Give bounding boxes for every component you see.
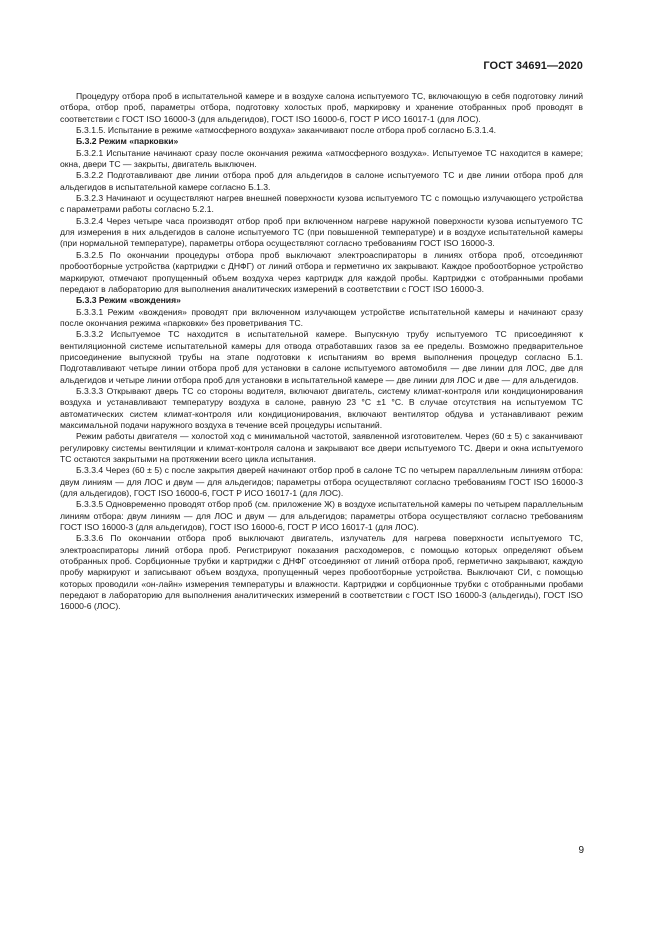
paragraph: Б.3.3.4 Через (60 ± 5) с после закрытия дверей начинают отбор проб в салоне ТС по четырем параллельным линиям отбора: двум линиям — для ЛОС и двум — для альдегидов; параметры отбора осуществляют согласно требованиям ГОСТ ISO 16000-3 (для альдегидов), ГОСТ ISO 16000-6, ГОСТ Р ИСО 16017-1 (для ЛОС). — [60, 465, 583, 499]
paragraph: Б.3.3.2 Испытуемое ТС находится в испытательной камере. Выпускную трубу испытуемого ТС присоединяют к вентиляционной системе испытательной камеры для отвода отработавших газов за ее пределы. Возможно предварительное присоединение выпускной трубы на этапе подготовки к испытаниям во время выполнения процедур согласно Б.1. Подготавливают четыре линии отбора проб для установки в салоне испытуемого автомобиля — две линии для ЛОС, две для альдегидов и четыре линии отбора проб для установки в испытательной камере — две линии для ЛОС и две — для альдегидов. — [60, 329, 583, 385]
paragraph: Режим работы двигателя — холостой ход с минимальной частотой, заявленной изготовителем. Через (60 ± 5) с заканчивают регулировку системы вентиляции и климат-контроля салона и закрывают все двери испытуемого ТС. Двери и окна испытуемого ТС остаются закрытыми на протяжении всего цикла испытания. — [60, 431, 583, 464]
paragraph: Б.3.2.5 По окончании процедуры отбора проб выключают электроаспираторы в линиях отбора проб, отсоединяют пробоотборные устройства (картриджи с ДНФГ) от линий отбора и герметично их закрывают. Каждое пробоотборное устройство маркируют, отмечают пропущенный объем воздуха через картридж для каждой пробы. Картриджи с отобранными пробами передают в лабораторию для выполнения аналитических измерений в соответствии с ГОСТ ISO 16000-3. — [60, 249, 583, 294]
page-number: 9 — [578, 845, 584, 856]
paragraph: Процедуру отбора проб в испытательной камере и в воздухе салона испытуемого ТС, включающую в себя подготовку линий отбора, отбор проб, параметры отбора, подготовку холостых проб, маркировку и хранение отобранных проб проводят в соответствии с ГОСТ ISO 16000-3 (для альдегидов), ГОСТ ISO 16000-6, ГОСТ Р ИСО 16017-1 (для ЛОС). — [60, 91, 583, 124]
paragraph: Б.3.3.1 Режим «вождения» проводят при включенном излучающем устройстве испытательной камеры и начинают сразу после окончания режима «парковки» без проветривания ТС. — [60, 306, 583, 328]
paragraph: Б.3.2.3 Начинают и осуществляют нагрев внешней поверхности кузова испытуемого ТС с помощью излучающего устройства с параметрами работы согласно 5.2.1. — [60, 193, 583, 215]
document-body — [60, 91, 583, 613]
section-heading: Б.3.2 Режим «парковки» — [76, 136, 179, 147]
paragraph: Б.3.3.6 По окончании отбора проб выключают двигатель, излучатель для нагрева поверхности испытуемого ТС, электроаспираторы линий отбора проб. Регистрируют показания расходомеров, с помощью которых определяют объем отобранных проб. Сорбционные трубки и картриджи с ДНФГ отсоединяют от линий отбора проб, герметично закрывают, каждую пробу маркируют и записывают объем воздуха, пропущенный через пробоотборные устройства. Выключают СИ, с помощью которых проводили «он-лайн» измерения температуры и влажности. Картриджи и сорбционные трубки с отобранными пробами передают в лабораторию для выполнения аналитических измерений в соответствии с ГОСТ ISO 16000-3 (альдегиды), ГОСТ ISO 16000-6 (ЛОС). — [60, 533, 583, 612]
paragraph: Б.3.3.3 Открывают дверь ТС со стороны водителя, включают двигатель, систему климат-контроля или кондиционирования воздуха и устанавливают температуру воздуха в салоне, равную 23 °С ±1 °С. В случае отсутствия на испытуемом ТС автоматических систем климат-контроля или кондиционирования, включают вентилятор обдува и устанавливают режим максимальной подачи наружного воздуха в течение всей процедуры испытаний. — [60, 385, 583, 430]
paragraph: Б.3.1.5. Испытание в режиме «атмосферного воздуха» заканчивают после отбора проб согласно Б.3.1.4. — [76, 125, 497, 136]
paragraph: Б.3.2.2 Подготавливают две линии отбора проб для альдегидов в салоне испытуемого ТС и две линии отбора проб для альдегидов в испытательной камере согласно Б.1.3. — [60, 170, 583, 192]
paragraph: Б.3.2.1 Испытание начинают сразу после окончания режима «атмосферного воздуха». Испытуемое ТС находится в камере; окна, двери ТС — закрыты, двигатель выключен. — [60, 147, 583, 170]
section-heading: Б.3.3 Режим «вождения» — [76, 295, 181, 306]
document-code-header: ГОСТ 34691—2020 — [483, 60, 583, 72]
paragraph: Б.3.2.4 Через четыре часа производят отбор проб при включенном нагреве наружной поверхности кузова испытуемого ТС для измерения в них альдегидов в салоне испытуемого ТС (при повышенной температуре) и в воздухе испытательной камеры (при нормальной температуре), параметры отбора осуществляют согласно требованиям ГОСТ ISO 16000-3. — [60, 215, 583, 249]
paragraph: Б.3.3.5 Одновременно проводят отбор проб (см. приложение Ж) в воздухе испытательной камеры по четырем параллельным линиям отбора: двум линиям — для ЛОС и двум — для альдегидов; параметры отбора осуществляют согласно требованиям ГОСТ ISO 16000-3 (для альдегидов), ГОСТ ISO 16000-6, ГОСТ Р ИСО 16017-1 (для ЛОС). — [60, 499, 583, 533]
